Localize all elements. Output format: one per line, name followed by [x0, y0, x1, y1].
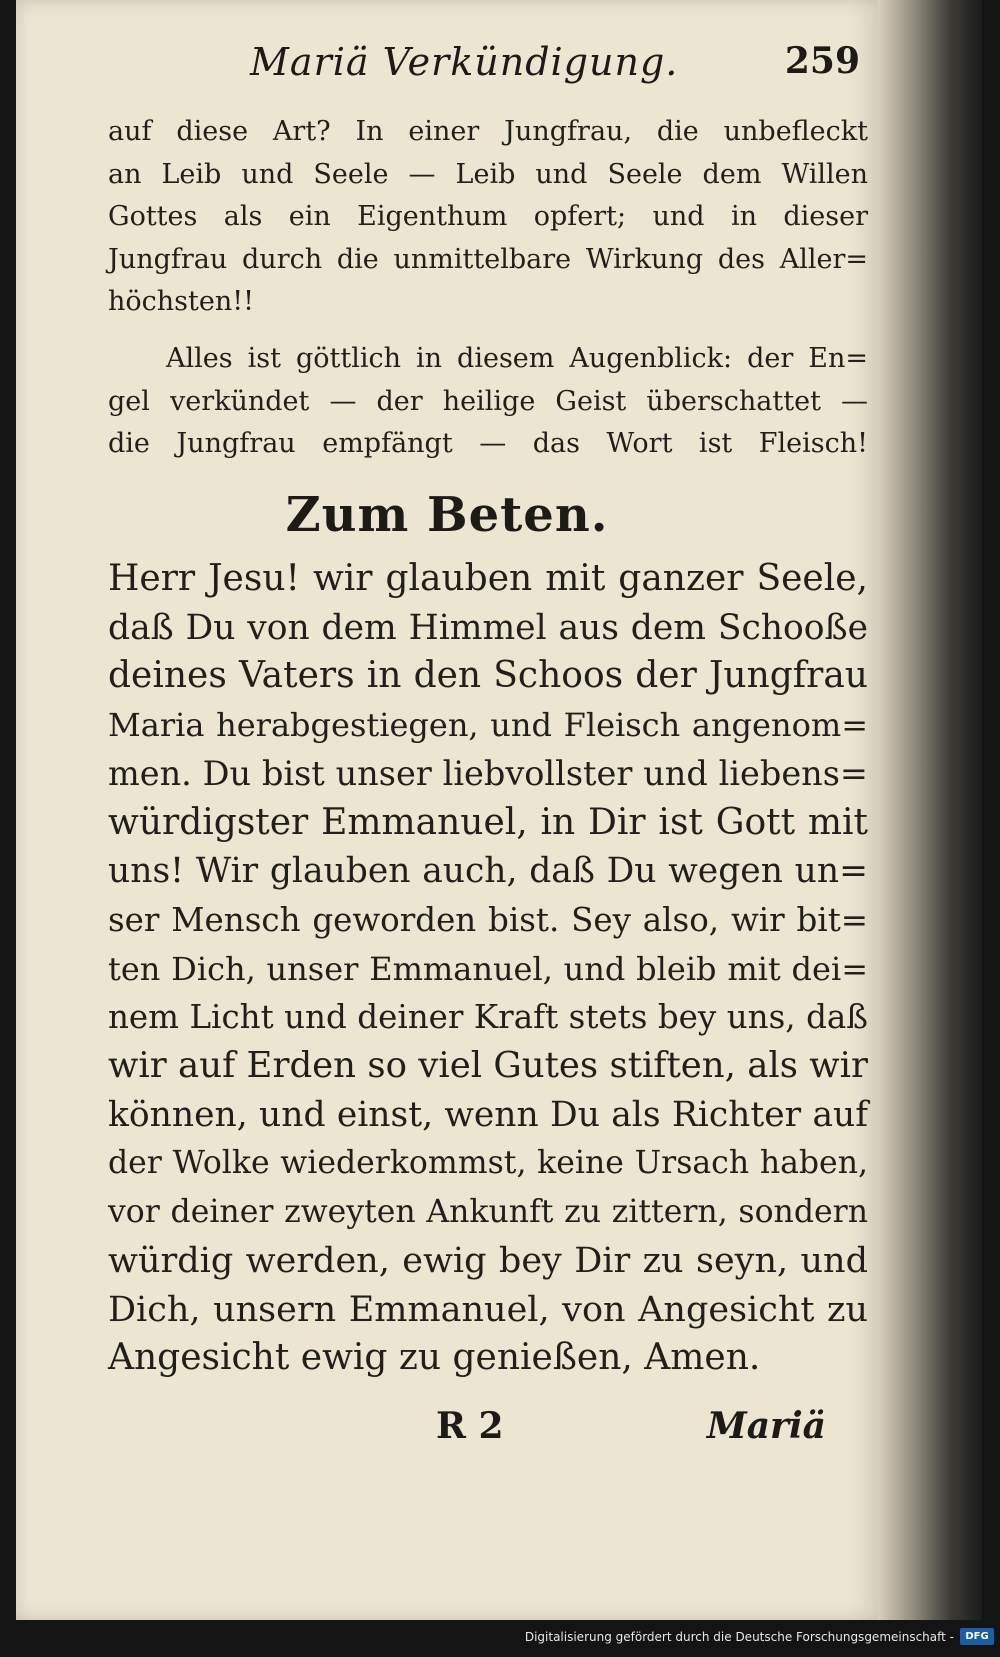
page-footer — [16, 1405, 878, 1455]
paragraph-2 — [108, 338, 868, 466]
book-spine — [878, 0, 982, 1620]
text-line: nem Licht und deiner Kraft stets bey uns, daß — [108, 998, 868, 1037]
text-line: Gottes als ein Eigenthum opfert; und in dieser — [108, 201, 868, 232]
credit-bar — [0, 1620, 1000, 1657]
running-title: Mariä Verkündigung. — [250, 40, 679, 84]
paragraph-1 — [108, 111, 868, 324]
text-line: vor deiner zweyten Ankunft zu zittern, sondern — [108, 1194, 868, 1231]
text-line: Herr Jesu! wir glauben mit ganzer Seele, — [108, 558, 868, 599]
text-line: men. Du bist unser liebvollster und liebens= — [108, 753, 868, 793]
text-line: würdigster Emmanuel, in Dir ist Gott mit — [108, 801, 868, 843]
text-line: an Leib und Seele — Leib und Seele dem Willen — [108, 158, 868, 190]
text-line: wir auf Erden so viel Gutes stiften, als wir — [108, 1045, 868, 1087]
text-line: auf diese Art? In einer Jungfrau, die unbefleckt — [108, 116, 868, 147]
text-line: deines Vaters in den Schoos der Jungfrau — [108, 655, 868, 697]
prayer-text — [108, 555, 868, 1383]
page-header — [250, 40, 860, 90]
text-line: daß Du von dem Himmel aus dem Schooße — [108, 607, 868, 648]
dfg-logo-icon: DFG — [960, 1628, 994, 1645]
credit-text: Digitalisierung gefördert durch die Deutsche Forschungsgemeinschaft - — [524, 1630, 954, 1644]
catchword: Mariä — [706, 1405, 826, 1447]
text-line: Alles ist göttlich in diesem Augenblick: der En= — [166, 343, 868, 374]
text-line: Dich, unsern Emmanuel, von Angesicht zu — [108, 1289, 868, 1330]
text-line: Angesicht ewig zu genießen, Amen. — [108, 1337, 761, 1379]
text-line: können, und einst, wenn Du als Richter auf — [108, 1094, 868, 1135]
text-line: gel verkündet — der heilige Geist überschattet — — [108, 385, 868, 417]
text-line: uns! Wir glauben auch, daß Du wegen un= — [108, 851, 868, 892]
page-number: 259 — [784, 40, 860, 82]
text-line: würdig werden, ewig bey Dir zu seyn, und — [108, 1240, 868, 1281]
book-page — [16, 0, 878, 1620]
text-line: höchsten!! — [108, 286, 254, 317]
text-line: ten Dich, unser Emmanuel, und bleib mit dei= — [108, 949, 868, 988]
text-line: die Jungfrau empfängt — das Wort ist Fleisch! — [108, 428, 868, 459]
text-line: Maria herabgestiegen, und Fleisch angenom= — [108, 706, 868, 745]
text-line: der Wolke wiederkommst, keine Ursach haben, — [108, 1145, 868, 1182]
section-heading: Zum Beten. — [285, 487, 609, 543]
text-line: ser Mensch geworden bist. Sey also, wir bit= — [108, 900, 868, 939]
signature-mark: R 2 — [436, 1405, 504, 1447]
text-line: Jungfrau durch die unmittelbare Wirkung des Aller= — [108, 243, 868, 275]
